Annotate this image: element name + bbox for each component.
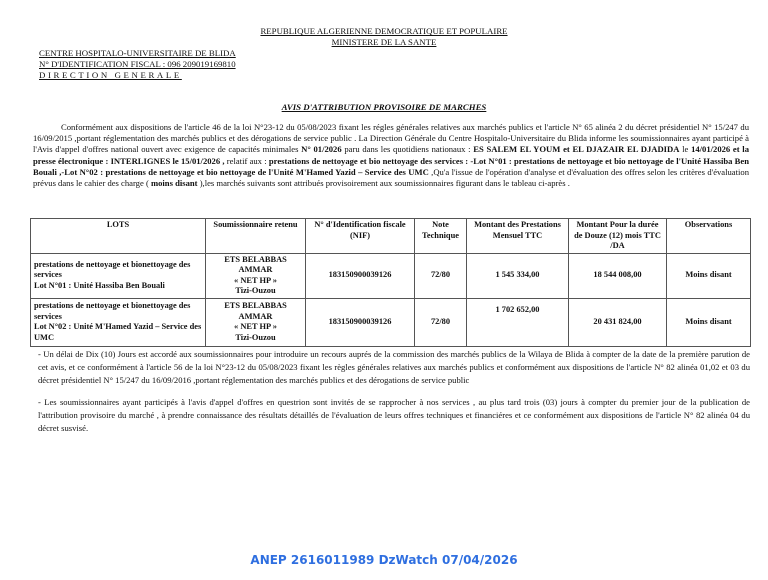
intro-paragraph	[33, 122, 749, 189]
note-cell: 72/80	[415, 298, 467, 346]
newspapers: ES SALEM EL YOUM et EL DJAZAIR EL DJADIDA	[473, 144, 680, 155]
direction-heading: DIRECTION GENERALE	[39, 70, 182, 80]
col-header-observations: Observations	[667, 219, 751, 254]
ministry-heading: MINISTERE DE LA SANTE	[331, 37, 437, 47]
intro-text-1: Conformément aux dispositions de l'article 46 de la loi N°23-12 du 05/08/2023 fixant les régles générales relatives aux marchés publics et l'article N° 65 alinéa 2 du décret présidentiel N° 15/247 du 16/09/2015 ,portant réglementation des marchés publics et des dérogations de service public . La Direction Générale du Centre Hospitalo-Universitaire du Blida informe les soumissionnaires ayant participé à l'Avis d'appel d'offres national ouvert avec exigence de capacités minimales	[33, 122, 749, 155]
nif-cell: 183150900039126	[306, 298, 415, 346]
intro-text-4: relatif aux :	[224, 155, 269, 166]
tender-object: prestations de nettoyage et bio nettoyage des services : -Lot N°01 : prestations de nettoyage et bio nettoyage de l'Unité Hassiba Ben Bouali ,-Lot N°02 : prestations de nettoyage et bio nettoyage de l'Unité M'Hamed Yazid – Service des UMC	[33, 155, 750, 177]
observation-cell: Moins disant	[667, 253, 751, 298]
bidder-name: ETS BELABBAS AMMAR	[224, 301, 287, 321]
bidder-city: Tizi-Ouzou	[235, 286, 276, 295]
col-header-bidder: Soumissionnaire retenu	[206, 219, 306, 254]
intro-text-5: ,Qu'a l'issue de l'opération d'analyse et d'évaluation des offres selon les critères d'évaluation prévus dans le cahier des charge (	[33, 166, 749, 189]
lot-description: prestations de nettoyage et bionettoyage des services	[34, 259, 191, 280]
annual-amount-cell: 20 431 824,00	[569, 298, 667, 346]
note-cell: 72/80	[415, 253, 467, 298]
attribution-table	[30, 218, 751, 347]
annual-amount-cell: 18 544 008,00	[569, 253, 667, 298]
table-row	[31, 298, 751, 346]
results-consultation-notice: - Les soumissionnaires ayant participés à l'avis d'appel d'offres en questrion sont invités de se rapprocher à nos services , au plus tard trois (03) jours à compter du premier jour de la publication de l'attribution provisoire du marché , à prendre connaissance des résultats détaillés de l'évaluation de leurs offres techniques et financiéres et ce conformément aux dispositions de l'article N° 82 alinéa 04 du décret susvisé.	[38, 397, 750, 433]
bidder-trade-name: « NET HP »	[234, 322, 277, 331]
intro-text-2: paru dans les quotidiens nationaux :	[341, 144, 474, 155]
notice-title: AVIS D'ATTRIBUTION PROVISOIRE DE MARCHES	[281, 102, 487, 112]
col-header-monthly: Montant des Prestations Mensuel TTC	[467, 219, 569, 254]
bidder-cell	[206, 253, 306, 298]
republic-heading: REPUBLIQUE ALGERIENNE DEMOCRATIQUE ET POPULAIRE	[260, 26, 508, 36]
bidder-city: Tizi-Ouzou	[235, 332, 276, 342]
col-header-note: Note Technique	[415, 219, 467, 254]
intro-text-6: ),les marchés suivants sont attribués provisoirement aux soumissionnaires figurant dans le tableau ci-après .	[197, 178, 570, 189]
observation-cell: Moins disant	[667, 298, 751, 346]
appeal-notice: - Un délai de Dix (10) Jours est accordé aux soumissionnaires pour introduire un recours auprés de la commission des marchés publics de la Wilaya de Blida à compter de la date de la première parution de cet avis, et ce conformément à l'article 56 de la loi N°23-12 du 05/08/2023 fixant les règles générales relatives aux marchés publics et conformément aux dispositions de l'article N° 82 alinéa 01,02 et 03 du décret présidentiel N° 15/247 du 16/09/2016 ,portant réglementation des marchés publics et des dérogations de service public	[38, 349, 750, 385]
lot-cell	[31, 298, 206, 346]
institution-name: CENTRE HOSPITALO-UNIVERSITAIRE DE BLIDA	[39, 48, 236, 58]
bidder-trade-name: « NET HP »	[234, 275, 277, 285]
anep-reference: ANEP 2616011989 DzWatch 07/04/2026	[250, 553, 518, 567]
bidder-cell	[206, 298, 306, 346]
monthly-amount-cell: 1 702 652,00	[467, 298, 569, 346]
lot-description: prestations de nettoyage et bionettoyage des services	[34, 301, 191, 321]
evaluation-criterion: moins disant	[150, 178, 198, 189]
lot-cell	[31, 253, 206, 298]
table-row	[31, 253, 751, 298]
lot-label: Lot N°01 : Unité Hassiba Ben Bouali	[34, 280, 165, 290]
col-header-annual: Montant Pour la durée de Douze (12) mois TTC /DA	[569, 219, 667, 254]
intro-text-3: le	[679, 144, 692, 155]
monthly-amount-cell: 1 545 334,00	[467, 253, 569, 298]
col-header-lots: LOTS	[31, 219, 206, 254]
tender-number: N° 01/2026	[301, 144, 342, 155]
publication-dates: 14/01/2026 et la presse électronique : INTERLIGNES le 15/01/2026 ,	[33, 144, 749, 166]
col-header-nif: N° d'Identification fiscale (NIF)	[306, 219, 415, 254]
bidder-name: ETS BELABBAS AMMAR	[224, 254, 287, 274]
fiscal-id: N° D'IDENTIFICATION FISCAL : 096 209019169810	[39, 59, 236, 69]
lot-label: Lot N°02 : Unité M'Hamed Yazid – Service des UMC	[34, 322, 202, 342]
nif-cell: 183150900039126	[306, 253, 415, 298]
table-header-row	[31, 219, 751, 254]
